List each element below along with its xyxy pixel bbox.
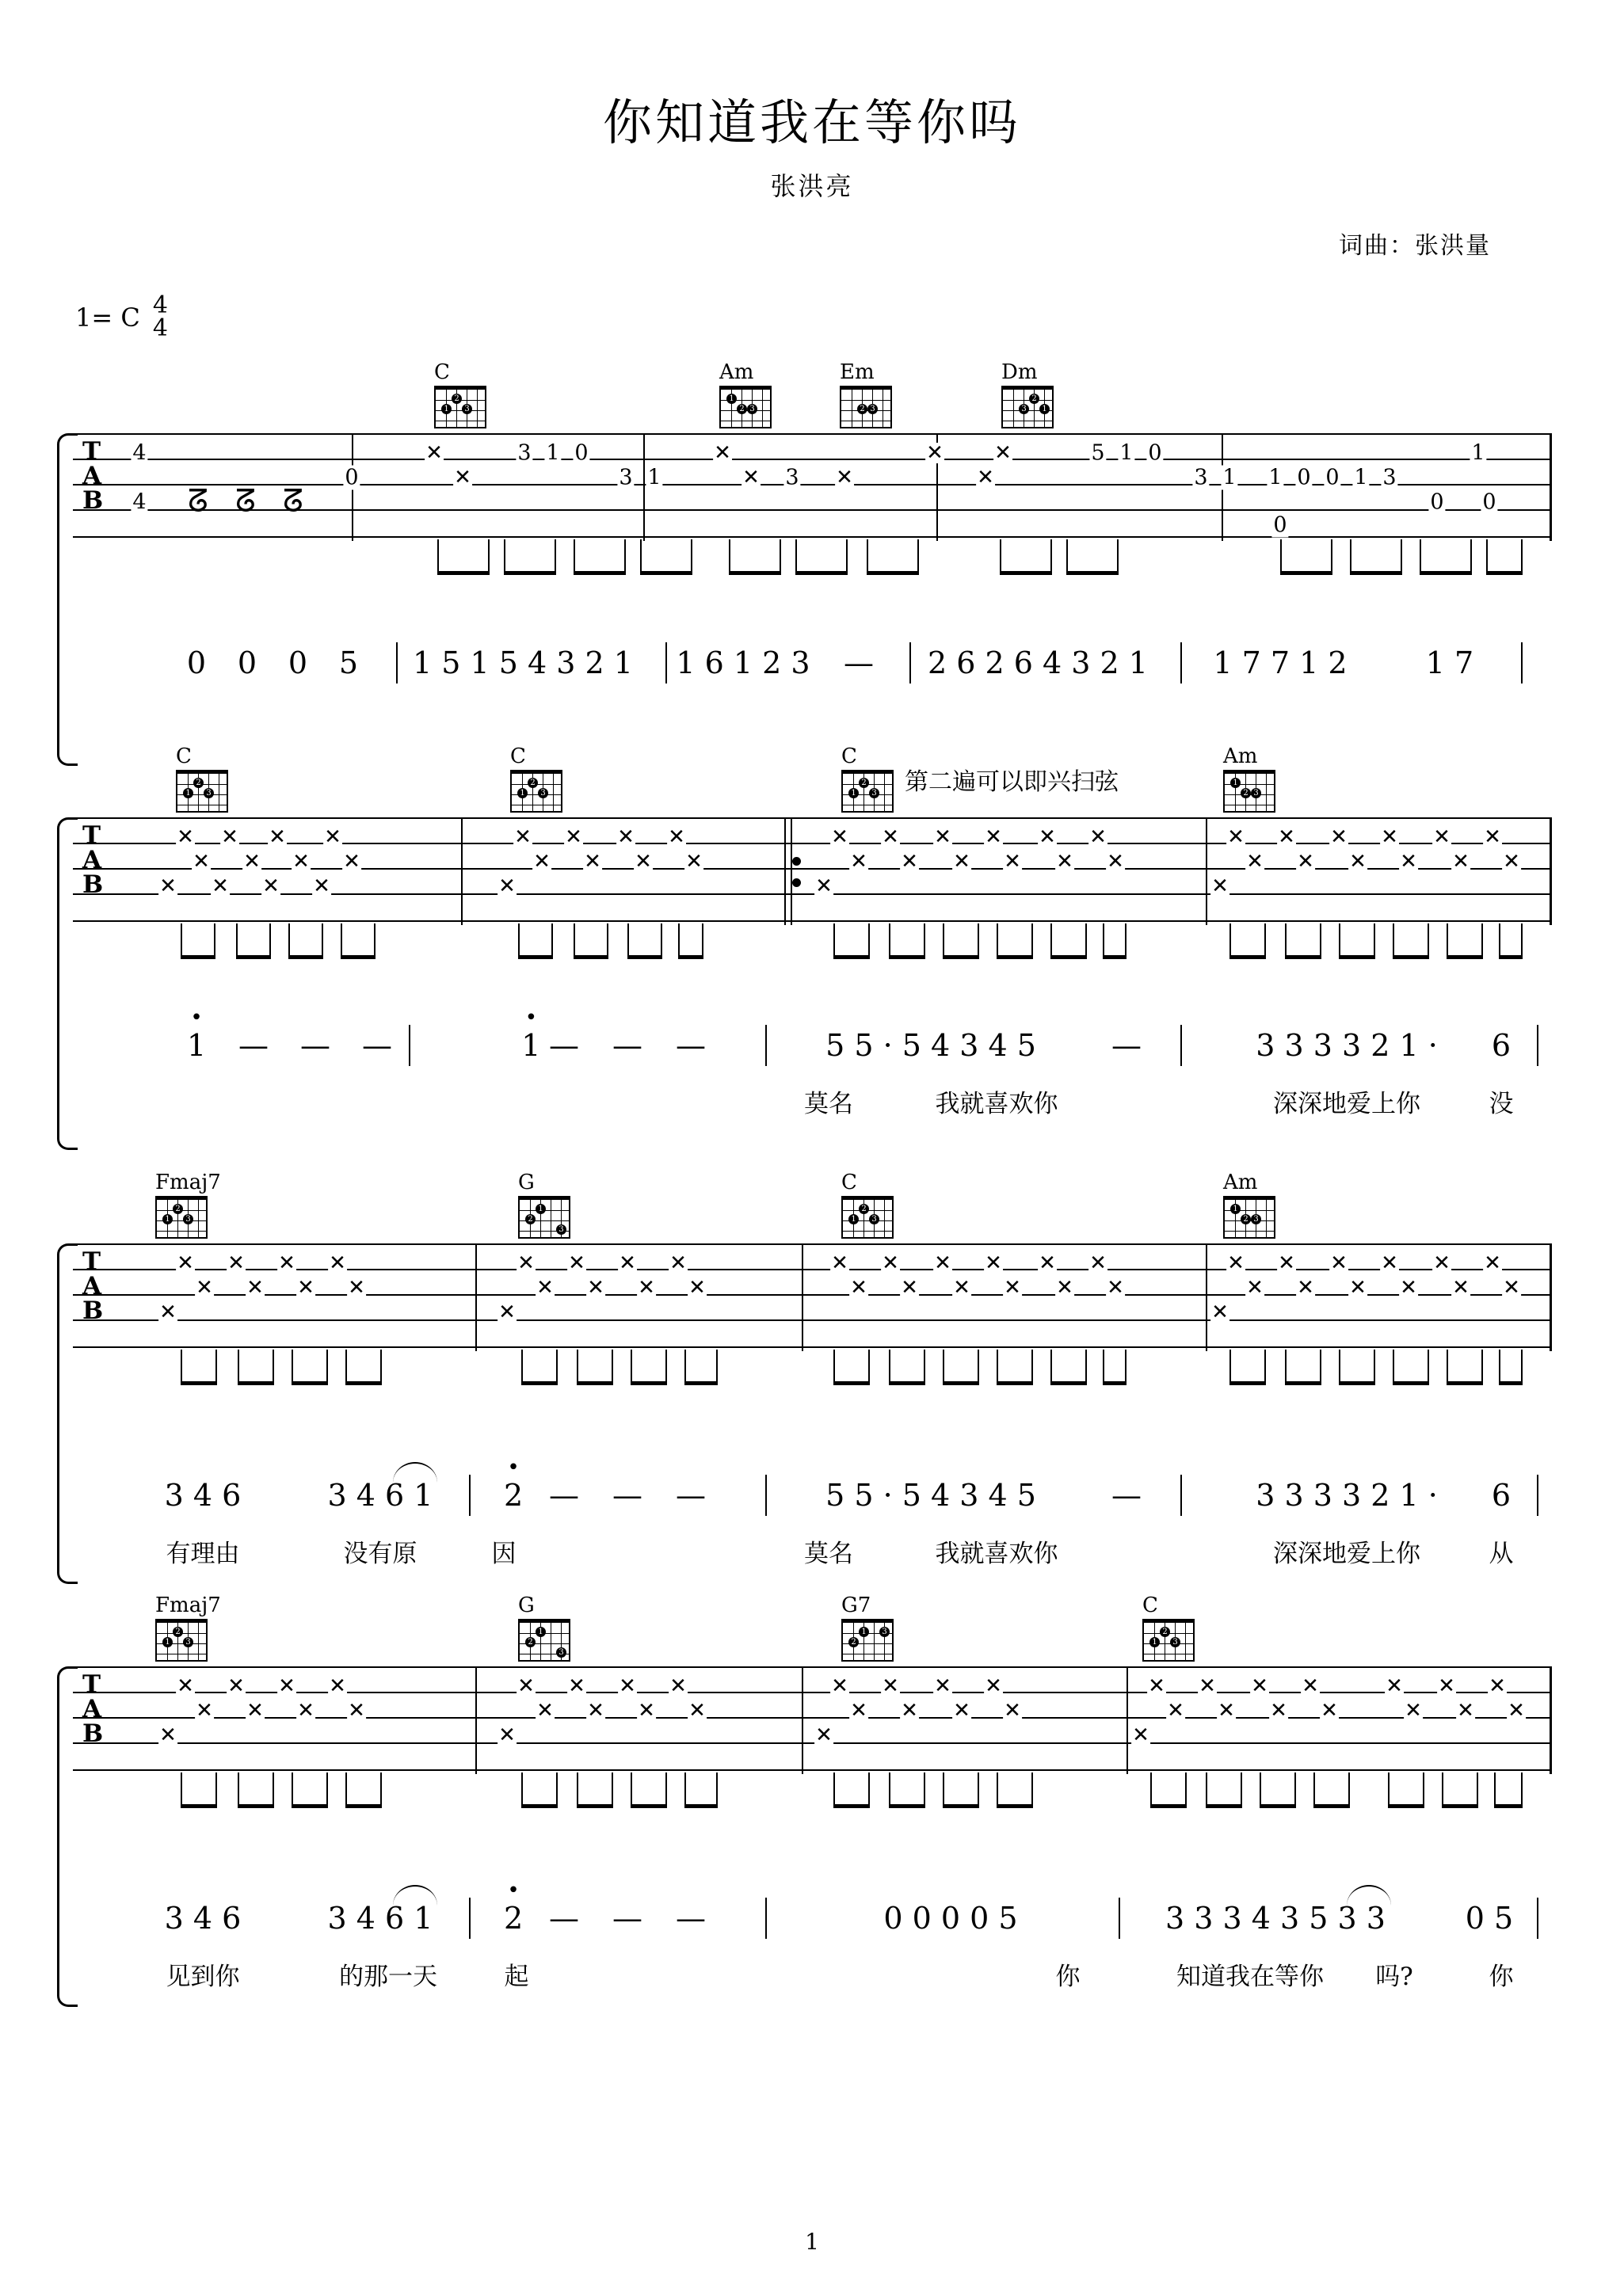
lyricist-composer-credit: 词曲：张洪量: [1339, 232, 1491, 260]
jianpu-phrase: 1 5 1 5 4 3 2 1: [413, 645, 633, 680]
time-signature: [152, 291, 168, 342]
tab-letter-a: A: [82, 1695, 102, 1723]
chord-grid: 2 3 1: [510, 770, 562, 813]
jianpu-note: 1 •: [521, 1028, 540, 1063]
tab-letter-a: A: [82, 846, 102, 874]
jianpu-note: 2 •: [504, 1478, 523, 1513]
tab-letter-t: T: [82, 1247, 101, 1276]
numbered-notation-row-2: [0, 1028, 1624, 1076]
jianpu-note: —: [612, 1901, 642, 1936]
chord-diagram-c: [841, 1171, 898, 1239]
time-signature-numerator: 4: [152, 291, 168, 319]
chord-name: Am: [1223, 744, 1258, 768]
chord-name: G7: [841, 1593, 871, 1617]
jianpu-note: 0: [237, 645, 257, 680]
jianpu-note: —: [238, 1028, 269, 1063]
jianpu-phrase: 5 5 · 5 4 3 4 5: [825, 1478, 1036, 1513]
key-and-time-signature: [75, 291, 168, 342]
tab-letter-b: B: [82, 1719, 104, 1748]
chord-diagram-dm: [1001, 360, 1058, 428]
chord-diagram-g: [518, 1171, 575, 1239]
jianpu-note: 6: [1491, 1028, 1512, 1063]
chord-name: Am: [719, 360, 754, 384]
lyric-segment: 的那一天: [339, 1963, 437, 1991]
lyric-segment: 我就喜欢你: [935, 1540, 1058, 1568]
chord-grid: 2 1 3: [155, 1619, 208, 1662]
chord-grid: 2 1 3: [155, 1196, 208, 1239]
jianpu-note: 0: [186, 645, 207, 680]
chord-grid: 2 3 1: [176, 770, 228, 813]
chord-grid: 2 3 1: [1001, 386, 1054, 428]
lyric-segment: 莫名: [804, 1540, 853, 1568]
lyric-segment: 没: [1489, 1090, 1514, 1118]
lyric-segment: 从: [1489, 1540, 1514, 1568]
lyric-segment: 你: [1055, 1963, 1081, 1991]
chord-name: C: [510, 744, 526, 768]
music-system-4: Fmaj7 2 1 3 G 2 1 3 G7 2 1 3 C 2 3 1 T A B ✕ ✕ ✕ ✕ ✕ ✕ ✕ ✕ ✕ ✕ ✕ ✕ ✕ ✕ ✕ ✕ ✕ ✕ ✕ ✕ ✕ ✕ ✕ ✕ ✕ ✕ ✕ ✕ ✕ ✕ ✕ ✕ ✕ ✕ ✕ ✕ ✕ ✕ ✕ ✕ ✕ ✕ 3 4 6 3 4 6 1 2 • — — — 0 0 0 0 5 3 3 3 4 3 5 3 3 0 5 见到你 的那一天 起 你 知道我在等你 吗? 你: [0, 1593, 1624, 1942]
page-number: 1: [805, 2229, 819, 2255]
chord-name: C: [176, 744, 192, 768]
tab-letter-t: T: [82, 437, 101, 466]
chord-diagram-am: [1223, 744, 1280, 813]
chord-name: Am: [1223, 1171, 1258, 1194]
tab-clef-letters: [82, 1670, 104, 1748]
chord-diagram-em: [840, 360, 897, 428]
jianpu-note: —: [612, 1028, 642, 1063]
chord-name: C: [434, 360, 450, 384]
lyric-segment: 有理由: [166, 1540, 240, 1568]
chord-name: Dm: [1001, 360, 1038, 384]
lyric-segment: 知道我在等你: [1176, 1963, 1324, 1991]
jianpu-note: —: [676, 1028, 706, 1063]
lyric-segment: 没有原: [343, 1540, 417, 1568]
time-signature-denominator: 4: [152, 314, 168, 342]
numbered-notation-row-3: [0, 1478, 1624, 1525]
jianpu-note: 2 •: [504, 1901, 523, 1936]
jianpu-note: 1 •: [187, 1028, 206, 1063]
lyric-segment: 起: [504, 1963, 529, 1991]
jianpu-phrase: 3 4 6: [164, 1478, 242, 1513]
lyric-segment: 因: [491, 1540, 517, 1568]
jianpu-phrase: 3 4 6 1: [327, 1478, 433, 1513]
jianpu-note: —: [300, 1028, 330, 1063]
music-system-1: C 2 3 1 Am 2 3 1 Em 2 3 Dm 2 3 1 T A B 4 4 ᘔ ᘔ ᘔ 0 ✕ ✕ 3 1 0 3 1 ✕ ✕ 3 ✕ ✕ ✕ ✕ 5 1 0 3 1 1 0 0 1 3 1 0 0 0 0 0 0 5 1 5 1 5 4 3 2 1 1 6 1 2 3 — 2 6 2 6 4 3 2 1 1 7 7 1 2 1 7: [0, 360, 1624, 693]
jianpu-note: 6: [1491, 1478, 1512, 1513]
chord-name: Em: [840, 360, 875, 384]
jianpu-phrase: 3 4 6 1: [327, 1901, 433, 1936]
improvisation-annotation: 第二遍可以即兴扫弦: [905, 768, 1119, 796]
lyric-segment: 见到你: [166, 1963, 240, 1991]
lyric-segment: 我就喜欢你: [935, 1090, 1058, 1118]
tab-clef-letters: [82, 821, 104, 899]
chord-grid: 2 3 1: [1142, 1619, 1195, 1662]
chord-name: C: [841, 1171, 857, 1194]
jianpu-phrase: 0 0 0 0 5: [883, 1901, 1018, 1936]
tab-letter-b: B: [82, 870, 104, 899]
lyric-segment: 深深地爱上你: [1273, 1540, 1420, 1568]
jianpu-note: —: [1111, 1028, 1142, 1063]
jianpu-phrase: 1 7: [1425, 645, 1474, 680]
chord-grid: 2 3 1: [719, 386, 772, 428]
jianpu-phrase: 3 3 3 4 3 5 3 3: [1165, 1901, 1386, 1936]
jianpu-note: —: [549, 1028, 579, 1063]
music-system-3: Fmaj7 2 1 3 G 2 1 3 C 2 3 1 Am 2 3 1 T A B ✕ ✕ ✕ ✕ ✕ ✕ ✕ ✕ ✕ ✕ ✕ ✕ ✕ ✕ ✕ ✕ ✕ ✕ ✕ ✕ ✕ ✕ ✕ ✕ ✕ ✕ ✕ ✕ ✕ ✕ ✕ ✕ ✕ ✕ ✕ ✕ ✕ ✕ ✕ ✕ ✕ ✕ ✕ 3 4 6 3 4 6 1 2 • — — — 5 5 · 5 4 3 4 5 — 3 3 3 3 2 1 · 6 有理由 没有原 因 莫名 我就喜欢你 深深地爱上你 从: [0, 1171, 1624, 1519]
tab-letter-b: B: [82, 486, 104, 515]
jianpu-phrase: 0 5: [1465, 1901, 1514, 1936]
jianpu-note: —: [676, 1478, 706, 1513]
jianpu-note: —: [362, 1028, 392, 1063]
chord-grid: 2 1 3: [518, 1619, 570, 1662]
tab-clef-letters: [82, 437, 104, 515]
jianpu-phrase: 5 5 · 5 4 3 4 5: [825, 1028, 1036, 1063]
lyric-segment: 你: [1489, 1963, 1514, 1991]
chord-grid: 2 3 1: [841, 1196, 894, 1239]
chord-name: G: [518, 1171, 535, 1194]
jianpu-phrase: 3 3 3 3 2 1 ·: [1256, 1028, 1438, 1063]
numbered-notation-row-4: [0, 1901, 1624, 1948]
jianpu-note: —: [676, 1901, 706, 1936]
jianpu-note: 5: [338, 645, 359, 680]
tab-letter-t: T: [82, 1670, 101, 1699]
chord-diagram-fmaj7: [155, 1171, 221, 1239]
tab-letter-b: B: [82, 1296, 104, 1325]
jianpu-note: —: [549, 1901, 579, 1936]
jianpu-note: 0: [288, 645, 308, 680]
page-title: 你知道我在等你吗: [602, 93, 1021, 151]
composer-name: 张洪亮: [770, 171, 854, 201]
jianpu-note: —: [844, 645, 874, 680]
chord-diagram-c: [1142, 1593, 1199, 1662]
jianpu-phrase: 1 7 7 1 2: [1213, 645, 1348, 680]
music-system-2: C 2 3 1 C 2 3 1 C 2 3 1 Am 2 3 1 第二遍可以即兴扫弦 T A B ✕ ✕ ✕ ✕ ✕ ✕ ✕ ✕ ✕ ✕ ✕ ✕ ✕ ✕ ✕ ✕ ✕ ✕ ✕ ✕ ✕ ✕ ✕ ✕ ✕ ✕ ✕ ✕ ✕ ✕ ✕ ✕ ✕ ✕ ✕ ✕ ✕ ✕ ✕ ✕ ✕ ✕ ✕ ✕ ✕ ✕ ✕ 1 • — — — 1 • — — — 5 5 · 5 4 3 4 5 — 3 3 3 3 2 1 · 6 莫名 我就喜欢你 深深地爱上你 没: [0, 744, 1624, 1077]
chord-grid: 2 1 3: [518, 1196, 570, 1239]
tab-letter-a: A: [82, 462, 102, 490]
jianpu-phrase: 2 6 2 6 4 3 2 1: [928, 645, 1148, 680]
tab-clef-letters: [82, 1247, 104, 1325]
chord-name: G: [518, 1593, 535, 1617]
numbered-notation-row-1: [0, 645, 1624, 693]
chord-grid: 2 3 1: [1223, 1196, 1275, 1239]
chord-diagram-am: [1223, 1171, 1280, 1239]
jianpu-phrase: 3 4 6: [164, 1901, 242, 1936]
jianpu-phrase: 3 3 3 3 2 1 ·: [1256, 1478, 1438, 1513]
chord-name: Fmaj7: [155, 1171, 221, 1194]
chord-name: C: [1142, 1593, 1158, 1617]
chord-diagram-g: [518, 1593, 575, 1662]
lyric-segment: 深深地爱上你: [1273, 1090, 1420, 1118]
chord-name: Fmaj7: [155, 1593, 221, 1617]
jianpu-phrase: 1 6 1 2 3: [676, 645, 810, 680]
jianpu-note: —: [612, 1478, 642, 1513]
chord-diagram-c: [510, 744, 567, 813]
jianpu-note: —: [549, 1478, 579, 1513]
chord-diagram-fmaj7: [155, 1593, 221, 1662]
repeat-sign: [792, 844, 802, 900]
chord-name: C: [841, 744, 857, 768]
chord-diagram-c: [841, 744, 898, 813]
chord-grid: 2 1 3: [841, 1619, 894, 1662]
chord-diagram-c: [176, 744, 233, 813]
chord-grid: 2 3 1: [1223, 770, 1275, 813]
chord-diagram-c: [434, 360, 491, 428]
tab-letter-t: T: [82, 821, 101, 850]
lyric-segment: 莫名: [804, 1090, 853, 1118]
jianpu-note: —: [1111, 1478, 1142, 1513]
lyric-segment: 吗?: [1375, 1963, 1413, 1991]
chord-diagram-am: [719, 360, 776, 428]
key-signature-label: 1= C: [75, 302, 140, 333]
tab-letter-a: A: [82, 1272, 102, 1300]
chord-grid: 2 3 1: [434, 386, 486, 428]
chord-grid: 2 3 1: [841, 770, 894, 813]
chord-diagram-g7: [841, 1593, 898, 1662]
chord-grid: 2 3: [840, 386, 892, 428]
